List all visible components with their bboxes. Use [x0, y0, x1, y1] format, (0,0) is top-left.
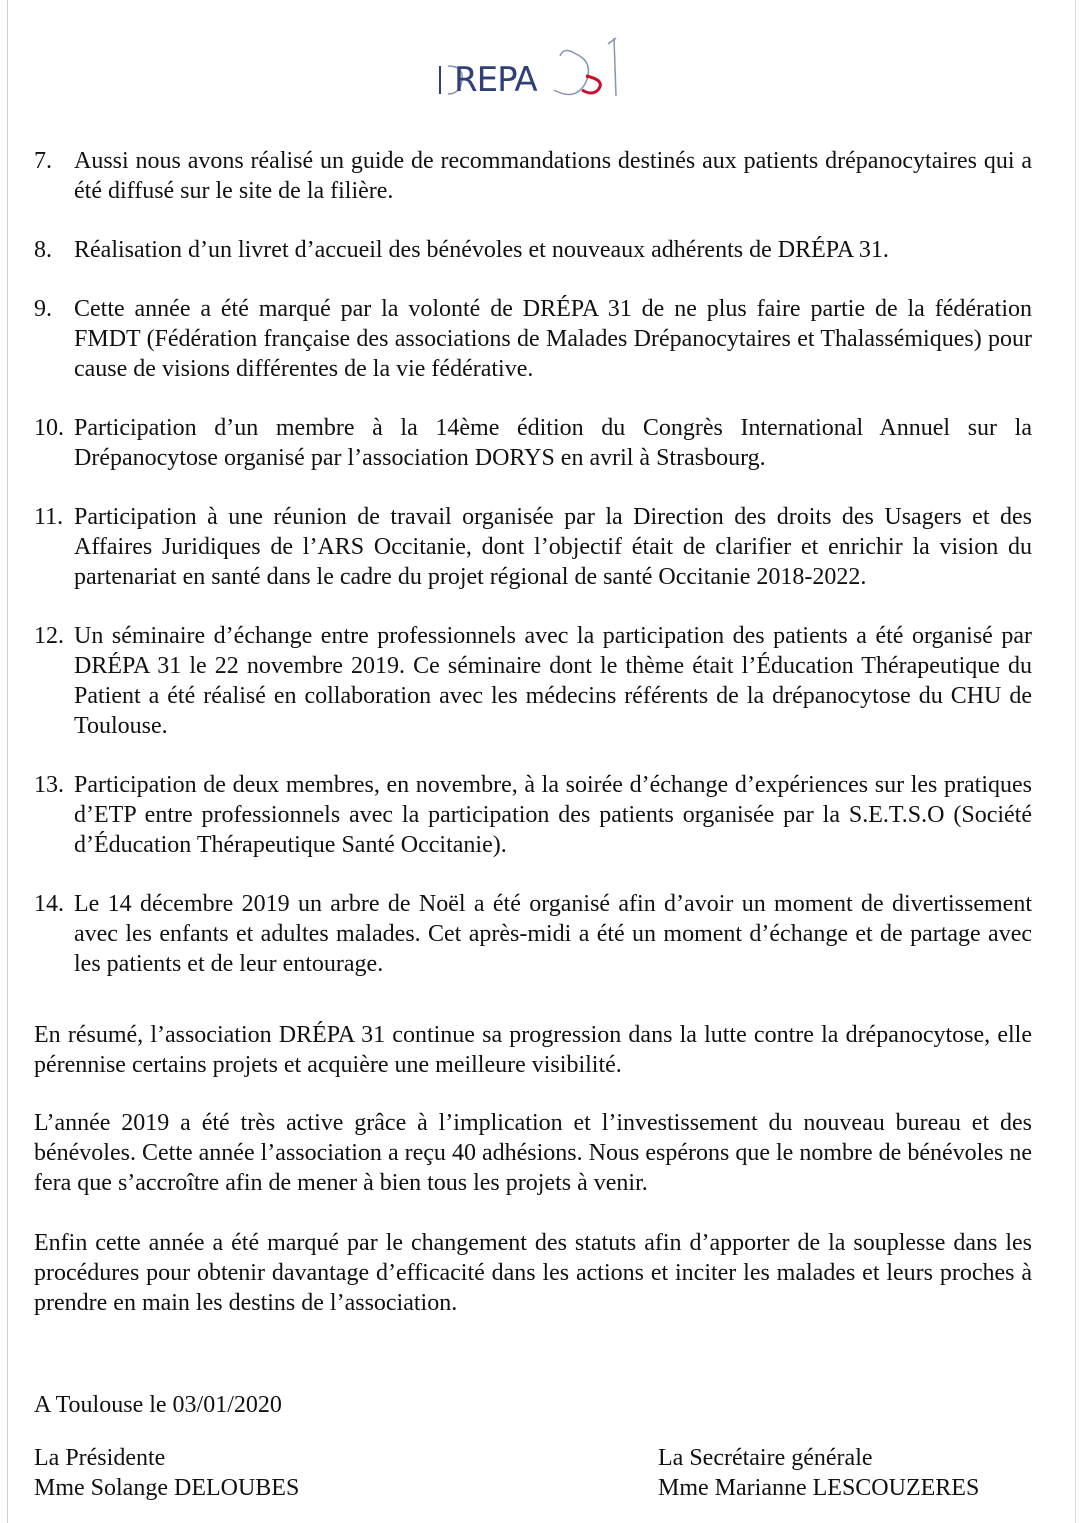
drepa31-logo — [436, 32, 636, 104]
item-number: 14. — [34, 891, 64, 917]
item-text: Participation de deux membres, en novembre, à la soirée d’échange d’expériences sur les pratiques d’ETP entre professionnels avec la participation des patients organisée par la S.E.T.S.O (Société d’Éducation Thérapeutique Santé Occitanie). — [74, 772, 1032, 858]
list-item — [34, 294, 1032, 384]
list-item — [34, 146, 1032, 206]
list-item — [34, 770, 1032, 860]
item-text: Aussi nous avons réalisé un guide de recommandations destinés aux patients drépanocytaires qui a été diffusé sur le site de la filière. — [74, 148, 1032, 204]
logo-wordmark: REPA — [454, 60, 537, 100]
place-date: A Toulouse le 03/01/2020 — [34, 1392, 282, 1418]
item-text: Participation d’un membre à la 14ème édition du Congrès International Annuel sur la Drépanocytose organisé par l’association DORYS en avril à Strasbourg. — [74, 415, 1032, 471]
item-text: Réalisation d’un livret d’accueil des bénévoles et nouveaux adhérents de DRÉPA 31. — [74, 237, 889, 263]
item-text: Participation à une réunion de travail organisée par la Direction des droits des Usagers et des Affaires Juridiques de l’ARS Occitanie, dont l’objectif était de clarifier et enrichir la vision du partenariat en santé dans le cadre du projet régional de santé Occitanie 2018-2022. — [74, 504, 1032, 590]
page-edge-right — [1075, 0, 1076, 1523]
year-paragraph: L’année 2019 a été très active grâce à l’implication et l’investissement du nouveau bureau et des bénévoles. Cette année l’association a reçu 40 adhésions. Nous espérons que le nombre de bénévoles ne fera que s’accroître afin de mener à bien tous les projets à venir. — [34, 1110, 1032, 1196]
closing-paragraph: Enfin cette année a été marqué par le changement des statuts afin d’apporter de la souplesse dans les procédures pour obtenir davantage d’efficacité dans les actions et inciter les malades et leurs proches à prendre en main les destins de l’association. — [34, 1230, 1032, 1316]
list-item — [34, 235, 1032, 265]
page-edge-left — [7, 0, 8, 1523]
item-number: 12. — [34, 623, 64, 649]
list-item — [34, 889, 1032, 979]
item-number: 10. — [34, 415, 64, 441]
activity-list — [34, 146, 1032, 1008]
president-title: La Présidente — [34, 1445, 166, 1471]
item-text: Le 14 décembre 2019 un arbre de Noël a été organisé afin d’avoir un moment de divertissement avec les enfants et adultes malades. Cet après-midi a été un moment d’échange et de partage avec les patients et de leur entourage. — [74, 891, 1032, 977]
item-text: Un séminaire d’échange entre professionnels avec la participation des patients a été organisé par DRÉPA 31 le 22 novembre 2019. Ce séminaire dont le thème était l’Éducation Thérapeutique du Patient a été réalisé en collaboration avec les médecins référents de la drépanocytose du CHU de Toulouse. — [74, 623, 1032, 739]
president-name: Mme Solange DELOUBES — [34, 1475, 300, 1501]
item-number: 8. — [34, 237, 52, 263]
list-item — [34, 621, 1032, 741]
item-number: 7. — [34, 148, 52, 174]
item-text: Cette année a été marqué par la volonté de DRÉPA 31 de ne plus faire partie de la fédération FMDT (Fédération française des associations de Malades Drépanocytaires et Thalassémiques) pour cause de visions différentes de la vie fédérative. — [74, 296, 1032, 382]
item-number: 9. — [34, 296, 52, 322]
list-item — [34, 502, 1032, 592]
secretary-title: La Secrétaire générale — [658, 1445, 873, 1471]
secretary-name: Mme Marianne LESCOUZERES — [658, 1475, 980, 1501]
summary-paragraph: En résumé, l’association DRÉPA 31 continue sa progression dans la lutte contre la drépanocytose, elle pérennise certains projets et acquière une meilleure visibilité. — [34, 1022, 1032, 1078]
list-item — [34, 413, 1032, 473]
item-number: 11. — [34, 504, 64, 530]
item-number: 13. — [34, 772, 64, 798]
